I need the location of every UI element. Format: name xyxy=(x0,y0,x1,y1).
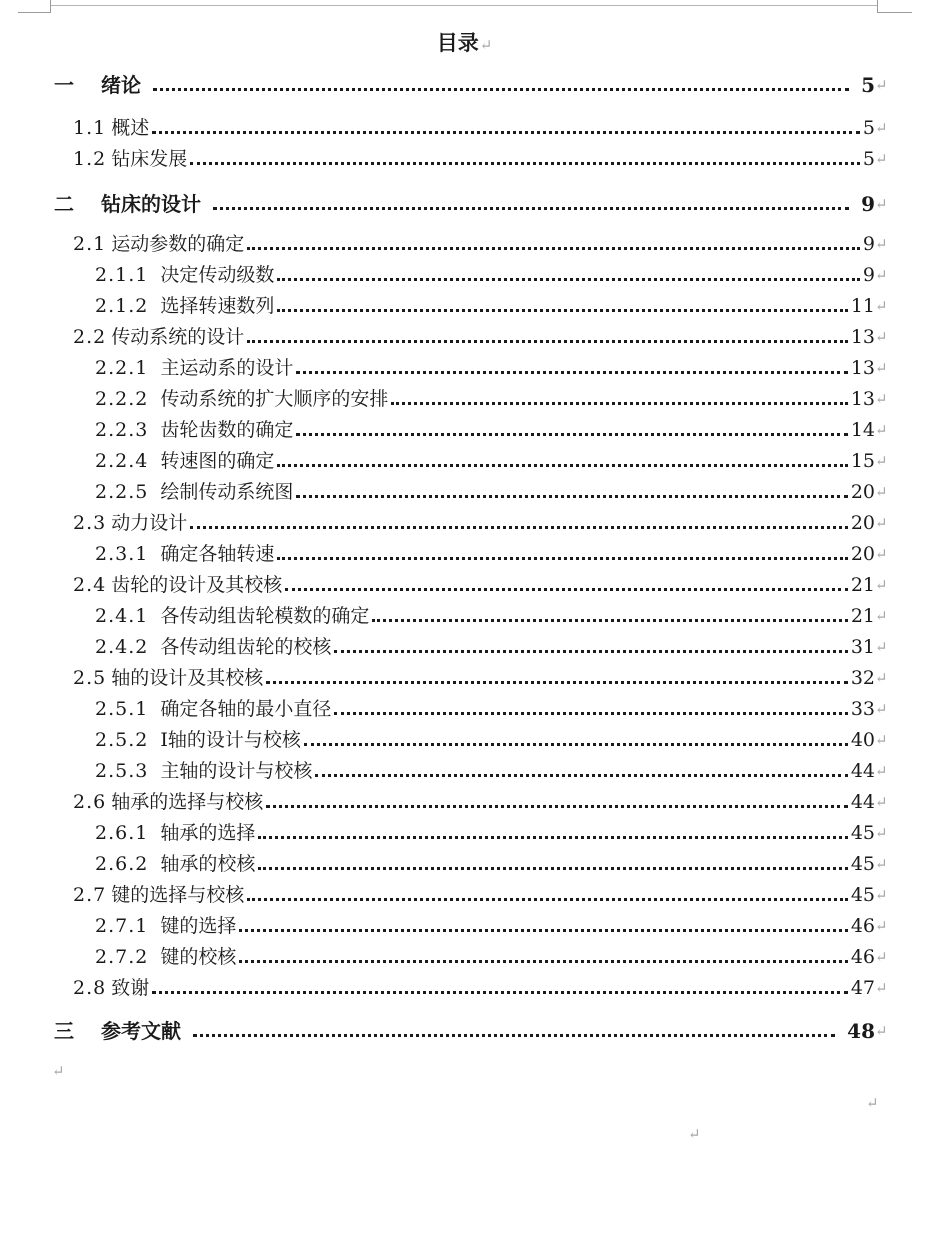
toc-entry-page: 13 xyxy=(850,388,875,410)
toc-entry-number: 2.3 xyxy=(73,512,107,534)
paragraph-mark-icon: ↵ xyxy=(875,917,888,935)
paragraph-mark-icon: ↵ xyxy=(875,421,888,439)
toc-entry[interactable] xyxy=(95,632,889,662)
toc-dot-leader xyxy=(258,867,847,870)
toc-entry-title: 轴承的选择与校核 xyxy=(111,791,264,813)
toc-dot-leader xyxy=(277,309,847,312)
toc-entry-number: 2.3.1 xyxy=(95,543,149,565)
toc-entry-number: 2.5.3 xyxy=(95,760,149,782)
toc-entry-title: 键的选择 xyxy=(160,915,237,937)
toc-dot-leader xyxy=(190,526,848,529)
toc-entry-title: 绘制传动系统图 xyxy=(160,481,294,503)
toc-entry[interactable] xyxy=(95,477,889,507)
toc-entry[interactable] xyxy=(95,260,889,290)
paragraph-mark-icon: ↵ xyxy=(875,886,888,904)
toc-entry-number: 2.2 xyxy=(73,326,107,348)
paragraph-mark-icon: ↵ xyxy=(875,514,888,532)
toc-entry-number: 2.8 xyxy=(73,977,107,999)
crop-mark-top-left xyxy=(18,0,51,13)
toc-entry-number: 2.5 xyxy=(73,667,107,689)
toc-dot-leader xyxy=(304,743,848,746)
toc-entry-page: 9 xyxy=(862,264,875,286)
toc-entry[interactable] xyxy=(73,973,889,1003)
toc-dot-leader xyxy=(193,1034,835,1037)
toc-entry[interactable] xyxy=(73,229,889,259)
toc-entry[interactable] xyxy=(95,539,889,569)
paragraph-mark-icon: ↵ xyxy=(875,150,888,168)
toc-entry[interactable] xyxy=(54,189,889,219)
toc-dot-leader xyxy=(277,278,860,281)
toc-heading-text: 目录 xyxy=(436,30,479,55)
toc-entry[interactable] xyxy=(54,70,889,100)
toc-dot-leader xyxy=(258,836,847,839)
toc-entry[interactable] xyxy=(95,942,889,972)
toc-entry-page: 20 xyxy=(850,512,875,534)
toc-entry[interactable] xyxy=(95,911,889,941)
toc-entry-page: 46 xyxy=(850,946,875,968)
paragraph-mark-icon: ↵ xyxy=(875,638,888,656)
paragraph-mark-icon: ↵ xyxy=(875,359,888,377)
toc-entry-title: Ⅰ轴的设计与校核 xyxy=(160,729,301,751)
toc-entry-number: 2.4.1 xyxy=(95,605,149,627)
paragraph-mark-icon: ↵ xyxy=(52,1062,65,1080)
toc-heading xyxy=(0,28,929,60)
toc-entry[interactable] xyxy=(73,322,889,352)
toc-entry-title: 致谢 xyxy=(111,977,150,999)
toc-entry-page: 48 xyxy=(847,1019,875,1043)
toc-dot-leader xyxy=(247,898,848,901)
toc-entry[interactable] xyxy=(95,725,889,755)
toc-entry-number: 二 xyxy=(54,192,74,216)
toc-dot-leader xyxy=(239,929,847,932)
toc-entry-number: 2.6.2 xyxy=(95,853,149,875)
toc-dot-leader xyxy=(153,88,849,91)
toc-entry-title: 钻床的设计 xyxy=(101,192,201,216)
toc-entry-page: 21 xyxy=(850,574,875,596)
toc-entry-title: 转速图的确定 xyxy=(160,450,275,472)
toc-entry-title: 齿轮的设计及其校核 xyxy=(111,574,283,596)
toc-entry-number: 2.2.5 xyxy=(95,481,149,503)
toc-entry-title: 各传动组齿轮的校核 xyxy=(160,636,332,658)
paragraph-mark-icon: ↵ xyxy=(875,297,888,315)
toc-entry-title: 各传动组齿轮模数的确定 xyxy=(160,605,370,627)
toc-entry[interactable] xyxy=(73,570,889,600)
toc-dot-leader xyxy=(266,805,848,808)
toc-entry-page: 33 xyxy=(850,698,875,720)
page-top-boundary xyxy=(51,5,877,6)
toc-entry-page: 5 xyxy=(861,73,875,97)
toc-dot-leader xyxy=(239,960,847,963)
paragraph-mark-icon: ↵ xyxy=(875,483,888,501)
toc-entry-number: 2.4 xyxy=(73,574,107,596)
toc-dot-leader xyxy=(296,433,847,436)
toc-entry-page: 40 xyxy=(850,729,875,751)
toc-dot-leader xyxy=(213,207,849,210)
paragraph-mark-icon: ↵ xyxy=(875,545,888,563)
paragraph-mark-icon: ↵ xyxy=(875,607,888,625)
toc-entry-page: 5 xyxy=(862,117,875,139)
toc-entry[interactable] xyxy=(95,818,889,848)
crop-mark-top-right xyxy=(877,0,912,13)
toc-entry[interactable] xyxy=(95,291,889,321)
paragraph-mark-icon: ↵ xyxy=(875,855,888,873)
toc-entry-page: 9 xyxy=(862,233,875,255)
toc-entry-title: 键的校核 xyxy=(160,946,237,968)
toc-dot-leader xyxy=(247,340,848,343)
paragraph-mark-icon: ↵ xyxy=(875,235,888,253)
paragraph-mark-icon: ↵ xyxy=(875,762,888,780)
toc-entry-number: 2.5.2 xyxy=(95,729,149,751)
toc-entry-number: 2.2.1 xyxy=(95,357,149,379)
toc-entry-number: 2.2.3 xyxy=(95,419,149,441)
toc-entry[interactable] xyxy=(95,415,889,445)
paragraph-mark-icon: ↵ xyxy=(875,793,888,811)
toc-entry-number: 2.2.4 xyxy=(95,450,149,472)
toc-entry-title: 主轴的设计与校核 xyxy=(160,760,313,782)
paragraph-mark-icon: ↵ xyxy=(875,119,888,137)
toc-entry-page: 32 xyxy=(850,667,875,689)
toc-entry-number: 1.1 xyxy=(73,117,107,139)
toc-entry-title: 主运动系的设计 xyxy=(160,357,294,379)
toc-entry-page: 46 xyxy=(850,915,875,937)
toc-entry-page: 21 xyxy=(850,605,875,627)
toc-dot-leader xyxy=(296,495,847,498)
toc-dot-leader xyxy=(277,557,847,560)
toc-entry-title: 传动系统的设计 xyxy=(111,326,245,348)
toc-entry-title: 运动参数的确定 xyxy=(111,233,245,255)
paragraph-mark-icon: ↵ xyxy=(875,266,888,284)
paragraph-mark-icon: ↵ xyxy=(875,195,888,213)
toc-entry[interactable] xyxy=(54,1016,889,1046)
toc-entry-title: 概述 xyxy=(111,117,150,139)
toc-entry-page: 45 xyxy=(850,822,875,844)
toc-entry[interactable] xyxy=(95,353,889,383)
toc-entry-number: 2.7.2 xyxy=(95,946,149,968)
toc-entry-number: 2.1.1 xyxy=(95,264,149,286)
toc-entry-page: 31 xyxy=(850,636,875,658)
paragraph-mark-icon: ↵ xyxy=(875,669,888,687)
toc-entry-page: 44 xyxy=(850,791,875,813)
toc-entry[interactable] xyxy=(95,694,889,724)
toc-entry[interactable] xyxy=(73,144,889,174)
toc-dot-leader xyxy=(296,371,847,374)
toc-entry[interactable] xyxy=(73,663,889,693)
toc-entry[interactable] xyxy=(73,787,889,817)
toc-entry-page: 5 xyxy=(862,148,875,170)
toc-entry-title: 齿轮齿数的确定 xyxy=(160,419,294,441)
toc-entry-page: 15 xyxy=(850,450,875,472)
toc-entry-page: 45 xyxy=(850,853,875,875)
toc-entry-title: 选择转速数列 xyxy=(160,295,275,317)
toc-dot-leader xyxy=(247,247,860,250)
toc-dot-leader xyxy=(277,464,847,467)
toc-entry-page: 47 xyxy=(850,977,875,999)
toc-entry-page: 45 xyxy=(850,884,875,906)
toc-dot-leader xyxy=(152,991,848,994)
paragraph-mark-icon: ↵ xyxy=(875,948,888,966)
toc-dot-leader xyxy=(285,588,848,591)
toc-entry-number: 2.7 xyxy=(73,884,107,906)
paragraph-mark-icon: ↵ xyxy=(875,700,888,718)
toc-entry-page: 20 xyxy=(850,543,875,565)
toc-entry-number: 2.6 xyxy=(73,791,107,813)
toc-dot-leader xyxy=(334,650,847,653)
toc-entry-page: 9 xyxy=(861,192,875,216)
toc-entry-page: 13 xyxy=(850,357,875,379)
toc-entry-number: 2.1.2 xyxy=(95,295,149,317)
toc-entry[interactable] xyxy=(95,601,889,631)
toc-dot-leader xyxy=(266,681,848,684)
toc-entry-number: 2.5.1 xyxy=(95,698,149,720)
toc-dot-leader xyxy=(334,712,847,715)
toc-dot-leader xyxy=(190,162,860,165)
toc-entry-title: 轴的设计及其校核 xyxy=(111,667,264,689)
toc-entry[interactable] xyxy=(95,446,889,476)
toc-entry[interactable] xyxy=(73,508,889,538)
toc-entry-number: 一 xyxy=(54,73,74,97)
toc-entry-title: 轴承的校核 xyxy=(160,853,256,875)
toc-entry-number: 2.6.1 xyxy=(95,822,149,844)
toc-entry[interactable] xyxy=(73,113,889,143)
paragraph-mark-icon: ↵ xyxy=(875,76,888,94)
paragraph-mark-icon: ↵ xyxy=(866,1094,879,1112)
paragraph-mark-icon: ↵ xyxy=(875,328,888,346)
toc-entry-page: 11 xyxy=(850,295,875,317)
toc-entry-number: 2.2.2 xyxy=(95,388,149,410)
paragraph-mark-icon: ↵ xyxy=(875,390,888,408)
toc-entry-number: 2.4.2 xyxy=(95,636,149,658)
toc-entry[interactable] xyxy=(95,756,889,786)
paragraph-mark-icon: ↵ xyxy=(688,1125,701,1143)
toc-entry[interactable] xyxy=(95,384,889,414)
toc-dot-leader xyxy=(391,402,847,405)
toc-entry-number: 三 xyxy=(54,1019,74,1043)
toc-entry-page: 14 xyxy=(850,419,875,441)
paragraph-mark-icon: ↵ xyxy=(875,576,888,594)
toc-entry-title: 轴承的选择 xyxy=(160,822,256,844)
toc-dot-leader xyxy=(372,619,847,622)
toc-dot-leader xyxy=(152,131,860,134)
toc-entry-title: 绪论 xyxy=(101,73,141,97)
toc-entry-title: 参考文献 xyxy=(101,1019,181,1043)
paragraph-mark-icon: ↵ xyxy=(875,824,888,842)
toc-entry-number: 2.1 xyxy=(73,233,107,255)
toc-entry[interactable] xyxy=(95,849,889,879)
toc-entry-title: 传动系统的扩大顺序的安排 xyxy=(160,388,389,410)
paragraph-mark-icon: ↵ xyxy=(875,1022,888,1040)
toc-entry-title: 动力设计 xyxy=(111,512,188,534)
toc-dot-leader xyxy=(315,774,847,777)
paragraph-mark-icon: ↵ xyxy=(875,452,888,470)
toc-entry-number: 2.7.1 xyxy=(95,915,149,937)
toc-entry-page: 20 xyxy=(850,481,875,503)
toc-entry-title: 钻床发展 xyxy=(111,148,188,170)
toc-entry-number: 1.2 xyxy=(73,148,107,170)
toc-entry-title: 决定传动级数 xyxy=(160,264,275,286)
toc-entry-page: 13 xyxy=(850,326,875,348)
toc-entry-title: 确定各轴的最小直径 xyxy=(160,698,332,720)
paragraph-mark-icon: ↵ xyxy=(479,36,493,54)
toc-entry[interactable] xyxy=(73,880,889,910)
paragraph-mark-icon: ↵ xyxy=(875,979,888,997)
paragraph-mark-icon: ↵ xyxy=(875,731,888,749)
toc-entry-title: 键的选择与校核 xyxy=(111,884,245,906)
toc-entry-page: 44 xyxy=(850,760,875,782)
toc-entry-title: 确定各轴转速 xyxy=(160,543,275,565)
